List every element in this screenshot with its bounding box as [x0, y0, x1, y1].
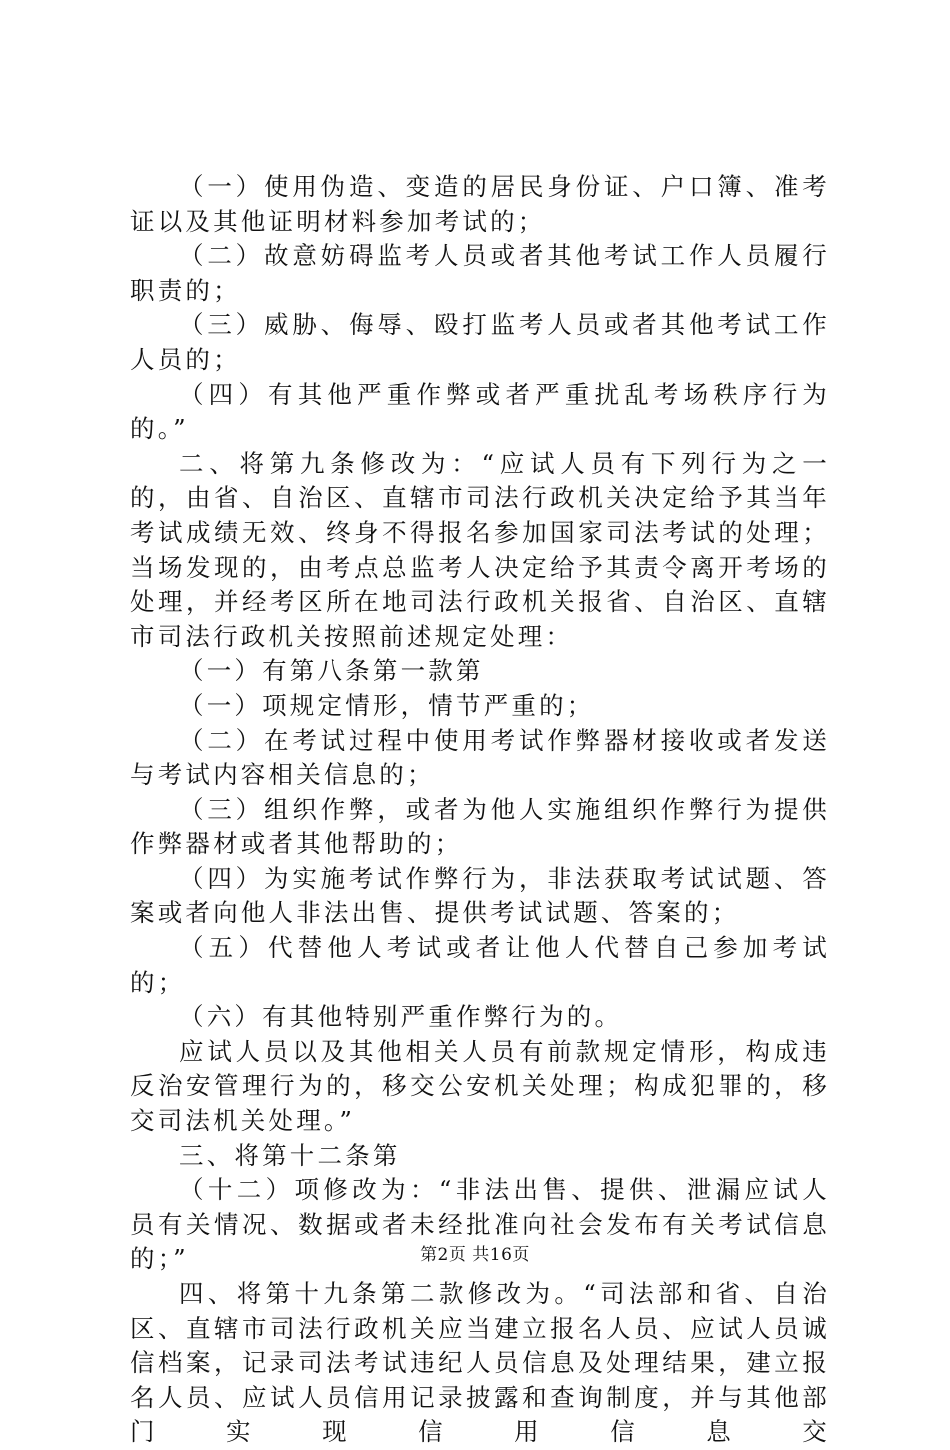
paragraph-10: （四）为实施考试作弊行为，非法获取考试试题、答案或者向他人非法出售、提供考试试题、答案的；: [130, 863, 830, 928]
page-footer: 第2页 共16页: [420, 1245, 530, 1265]
paragraph-7: （一）项规定情形，情节严重的；: [179, 690, 595, 720]
paragraph-14: 三、将第十二条第: [179, 1140, 401, 1170]
paragraph-11: （五）代替他人考试或者让他人代替自己参加考试的；: [130, 933, 830, 997]
paragraph-15: （十二）项修改为：“非法出售、提供、泄漏应试人员有关情况、数据或者未经批准向社会发布有关考试信息的；”: [130, 1175, 830, 1274]
paragraph-12: （六）有其他特别严重作弊行为的。: [179, 1002, 623, 1032]
paragraph-16: 四、将第十九条第二款修改为。“司法部和省、自治区、直辖市司法行政机关应当建立报名人员、应试人员诚信档案，记录司法考试违纪人员信息及处理结果，建立报名人员、应试人员信用记录披露和查询制度，并与其他部门实现信用信息交: [130, 1279, 830, 1447]
paragraph-9: （三）组织作弊，或者为他人实施组织作弊行为提供作弊器材或者其他帮助的；: [130, 794, 830, 859]
paragraph-4: （四）有其他严重作弊或者严重扰乱考场秩序行为的。”: [130, 379, 830, 444]
paragraph-1: （一）使用伪造、变造的居民身份证、户口簿、准考证以及其他证明材料参加考试的；: [130, 172, 830, 236]
paragraph-3: （三）威胁、侮辱、殴打监考人员或者其他考试工作人员的；: [130, 310, 830, 374]
paragraph-2: （二）故意妨碍监考人员或者其他考试工作人员履行职责的；: [130, 241, 830, 305]
paragraph-8: （二）在考试过程中使用考试作弊器材接收或者发送与考试内容相关信息的；: [130, 725, 830, 790]
paragraph-6: （一）有第八条第一款第: [179, 656, 484, 686]
paragraph-13: 应试人员以及其他相关人员有前款规定情形，构成违反治安管理行为的，移交公安机关处理；构成犯罪的，移交司法机关处理。”: [130, 1036, 830, 1136]
paragraph-5: 二、将第九条修改为：“应试人员有下列行为之一的，由省、自治区、直辖市司法行政机关决定给予其当年考试成绩无效、终身不得报名参加国家司法考试的处理；当场发现的，由考点总监考人决定给予其责令离开考场的处理，并经考区所在地司法行政机关报省、自治区、直辖市司法行政机关按照前述规定处理：: [130, 448, 830, 651]
